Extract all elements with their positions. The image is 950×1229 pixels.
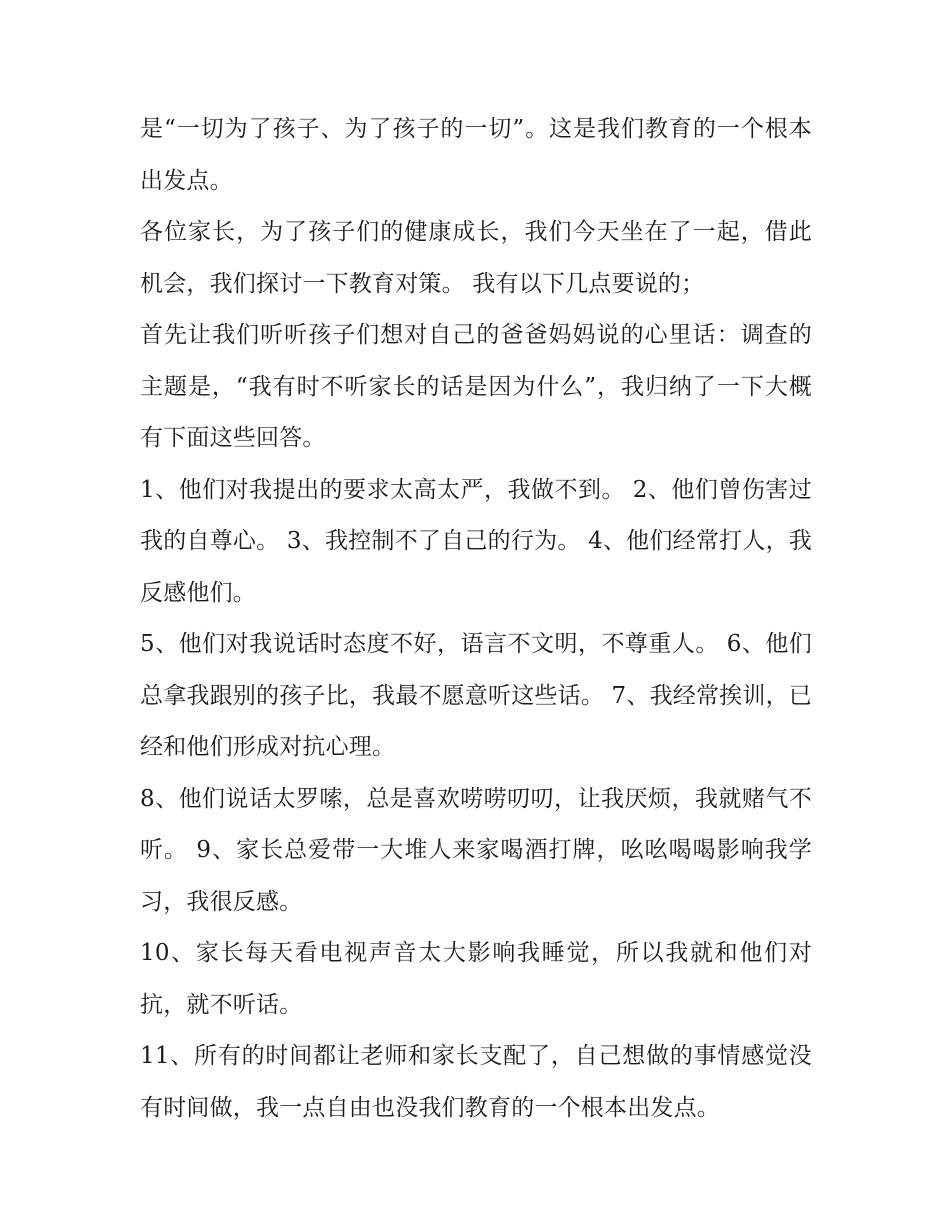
paragraph-answers-1-4: 1、他们对我提出的要求太高太严，我做不到。 2、他们曾伤害过我的自尊心。 3、我控制不了自己的行为。 4、他们经常打人，我反感他们。: [140, 476, 812, 606]
paragraph-answers-8-9: 8、他们说话太罗嗦，总是喜欢唠唠叨叨，让我厌烦，我就赌气不听。 9、家长总爱带一大堆人来家喝酒打牌，吆吆喝喝影响我学习，我很反感。: [140, 785, 812, 915]
paragraph-answer-10: 10、家长每天看电视声音太大影响我睡觉，所以我就和他们对抗，就不听话。: [140, 940, 812, 1018]
document-page: [140, 104, 812, 1134]
paragraph-survey: 首先让我们听听孩子们想对自己的爸爸妈妈说的心里话：调查的主题是，“我有时不听家长的话是因为什么”，我归纳了一下大概有下面这些回答。: [140, 322, 812, 451]
paragraph-answers-5-7: 5、他们对我说话时态度不好，语言不文明，不尊重人。 6、他们总拿我跟别的孩子比，我最不愿意听这些话。 7、我经常挨训，已经和他们形成对抗心理。: [140, 631, 812, 760]
paragraph-answer-11: 11、所有的时间都让老师和家长支配了，自己想做的事情感觉没有时间做，我一点自由也没我们教育的一个根本出发点。: [140, 1043, 812, 1121]
paragraph-greeting: 各位家长，为了孩子们的健康成长，我们今天坐在了一起，借此机会，我们探讨一下教育对策。 我有以下几点要说的；: [140, 219, 812, 297]
paragraph-intro: 是“一切为了孩子、为了孩子的一切”。这是我们教育的一个根本出发点。: [140, 116, 812, 194]
